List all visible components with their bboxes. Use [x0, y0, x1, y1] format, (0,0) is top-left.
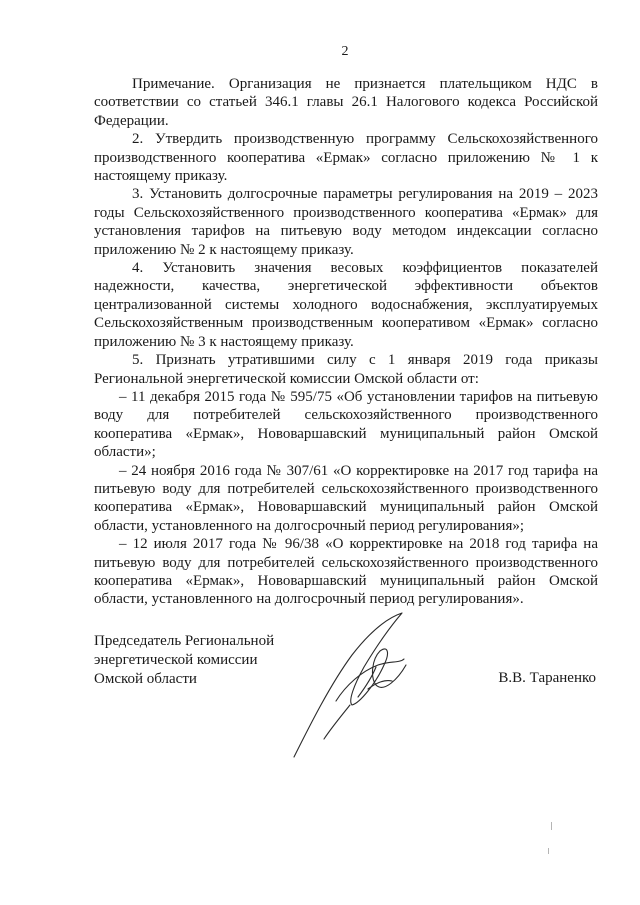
signatory-title	[94, 632, 274, 689]
item-5-paragraph: 5. Признать утратившими силу с 1 января 2019 года приказы Региональной энергетической комиссии Омской области от:	[94, 352, 598, 387]
item-2-paragraph: 2. Утвердить производственную программу Сельскохозяйственного производственного кооператива «Ермак» согласно приложению № 1 к настоящему приказу.	[94, 131, 598, 185]
scan-mark	[551, 822, 552, 830]
handwritten-signature	[280, 605, 420, 765]
repealed-order-1: – 11 декабря 2015 года № 595/75 «Об установлении тарифов на питьевую воду для потребителей сельскохозяйственного производственного кооператива «Ермак», Нововаршавский муниципальный район Омской области»;	[94, 388, 598, 461]
item-3-paragraph: 3. Установить долгосрочные параметры регулирования на 2019 – 2023 годы Сельскохозяйственного производственного кооператива «Ермак» для установления тарифов на питьевую воду методом индексации согласно приложению № 2 к настоящему приказу.	[94, 186, 598, 258]
signatory-name: В.В. Тараненко	[498, 670, 596, 686]
item-4-paragraph: 4. Установить значения весовых коэффициентов показателей надежности, качества, энергетической эффективности объектов централизованной системы холодного водоснабжения, эксплуатируемых Сельскохозяйственным производственным кооперативом «Ермак» согласно приложению № 3 к настоящему приказу.	[94, 260, 598, 350]
repealed-order-3: – 12 июля 2017 года № 96/38 «О корректировке на 2018 год тарифа на питьевую воду для потребителей сельскохозяйственного производственного кооператива «Ермак», Нововаршавский муниципальный район Омской области, установленного на долгосрочный период регулирования».	[94, 536, 598, 608]
page-number: 2	[341, 44, 349, 59]
signatory-title-line: энергетической комиссии	[94, 652, 258, 668]
signatory-title-line: Председатель Региональной	[94, 633, 275, 649]
note-paragraph: Примечание. Организация не признается плательщиком НДС в соответствии со статьей 346.1 главы 26.1 Налогового кодекса Российской Федерации.	[94, 76, 598, 129]
document-body	[94, 75, 598, 609]
repealed-order-2: – 24 ноября 2016 года № 307/61 «О корректировке на 2017 год тарифа на питьевую воду для потребителей сельскохозяйственного производственного кооператива «Ермак», Нововаршавский муниципальный район Омской области, установленного на долгосрочный период регулирования»;	[94, 462, 598, 534]
scan-mark	[548, 848, 549, 854]
signatory-title-line: Омской области	[94, 671, 197, 687]
